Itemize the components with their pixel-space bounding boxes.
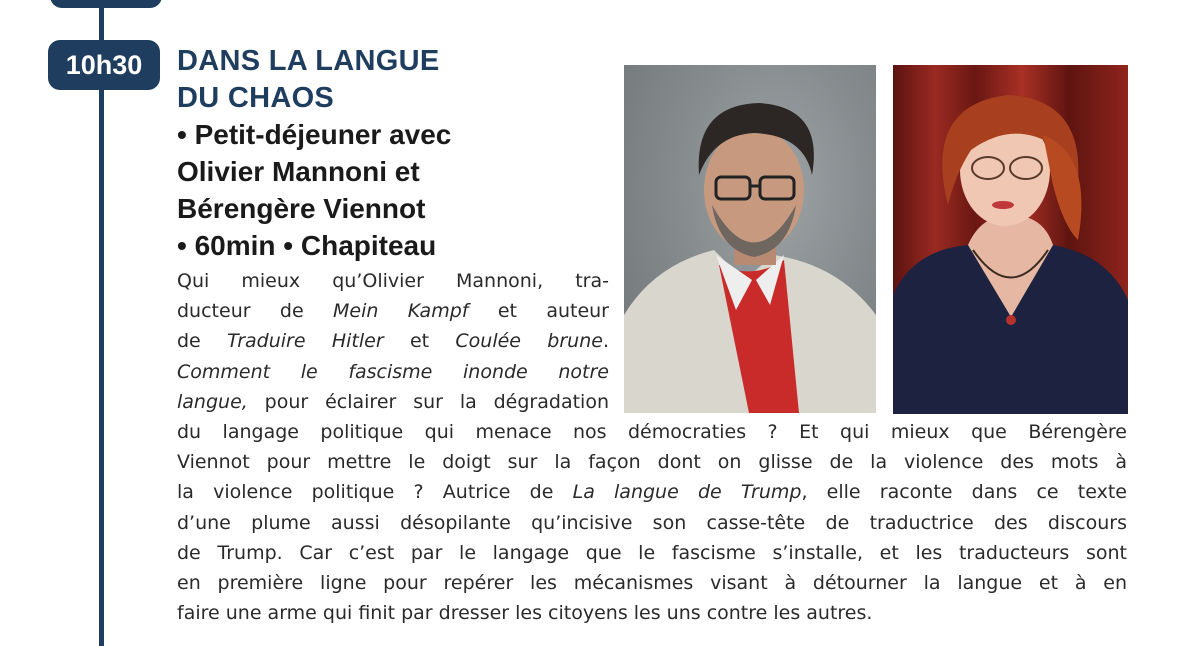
time-badge: 10h30: [48, 40, 160, 90]
event-subtitle: [177, 116, 451, 264]
description-text: pour éclairer sur la dégradation: [247, 390, 609, 413]
description-text: la violence politique ? Autrice de: [177, 481, 573, 504]
description-line: [177, 266, 609, 296]
subtitle-line: • 60min • Chapiteau: [177, 230, 437, 261]
subtitle-line: Olivier Mannoni et: [177, 156, 420, 187]
event-title-line: DU CHAOS: [177, 82, 335, 114]
description-line: d’une plume aussi désopilante qu’incisive son casse-tête de traductrice des discours: [177, 511, 1127, 534]
description-line: [177, 296, 609, 326]
description-line: en première ligne pour repérer les mécanismes visant à détourner la langue et à en: [177, 572, 1127, 595]
description-text: et auteur: [468, 300, 609, 323]
book-title-mein-kampf: Mein Kampf: [333, 300, 469, 323]
timeline-line: [99, 0, 104, 646]
description-text: .: [602, 330, 609, 353]
description-text: , elle raconte dans ce texte: [801, 481, 1127, 504]
description-line: [177, 387, 609, 417]
description-line: faire une arme qui finit par dresser les citoyens les uns contre les autres.: [177, 602, 873, 625]
subtitle-line: • Petit-déjeuner avec: [177, 119, 452, 150]
subtitle-line: Bérengère Viennot: [177, 193, 426, 224]
event-title-line: DANS LA LANGUE: [177, 45, 440, 77]
event-title: [177, 43, 440, 117]
event-description: [177, 266, 1127, 628]
book-subtitle: langue,: [177, 390, 248, 413]
book-subtitle: Comment le fascisme inonde notre: [177, 360, 609, 383]
book-title-la-langue-de-trump: La langue de Trump: [572, 481, 802, 504]
book-title-traduire-hitler: Traduire Hitler: [227, 330, 384, 353]
description-text: de: [177, 330, 228, 353]
description-line: du langage politique qui menace nos démocraties ? Et qui mieux que Bérengère: [177, 421, 1127, 444]
description-line: de Trump. Car c’est par le langage que le fascisme s’installe, et les traducteurs sont: [177, 541, 1127, 564]
book-title-coulee-brune: Coulée brune: [455, 330, 603, 353]
description-line: Viennot pour mettre le doigt sur la façon dont on glisse de la violence des mots à: [177, 451, 1127, 474]
description-text: Qui mieux qu’Olivier Mannoni, tra-: [177, 270, 609, 292]
description-line: [177, 357, 609, 387]
description-text: et: [383, 330, 456, 353]
description-line: [177, 326, 609, 356]
previous-time-badge: [50, 0, 162, 8]
description-text: ducteur de: [177, 300, 334, 323]
description-line: [177, 477, 1127, 507]
